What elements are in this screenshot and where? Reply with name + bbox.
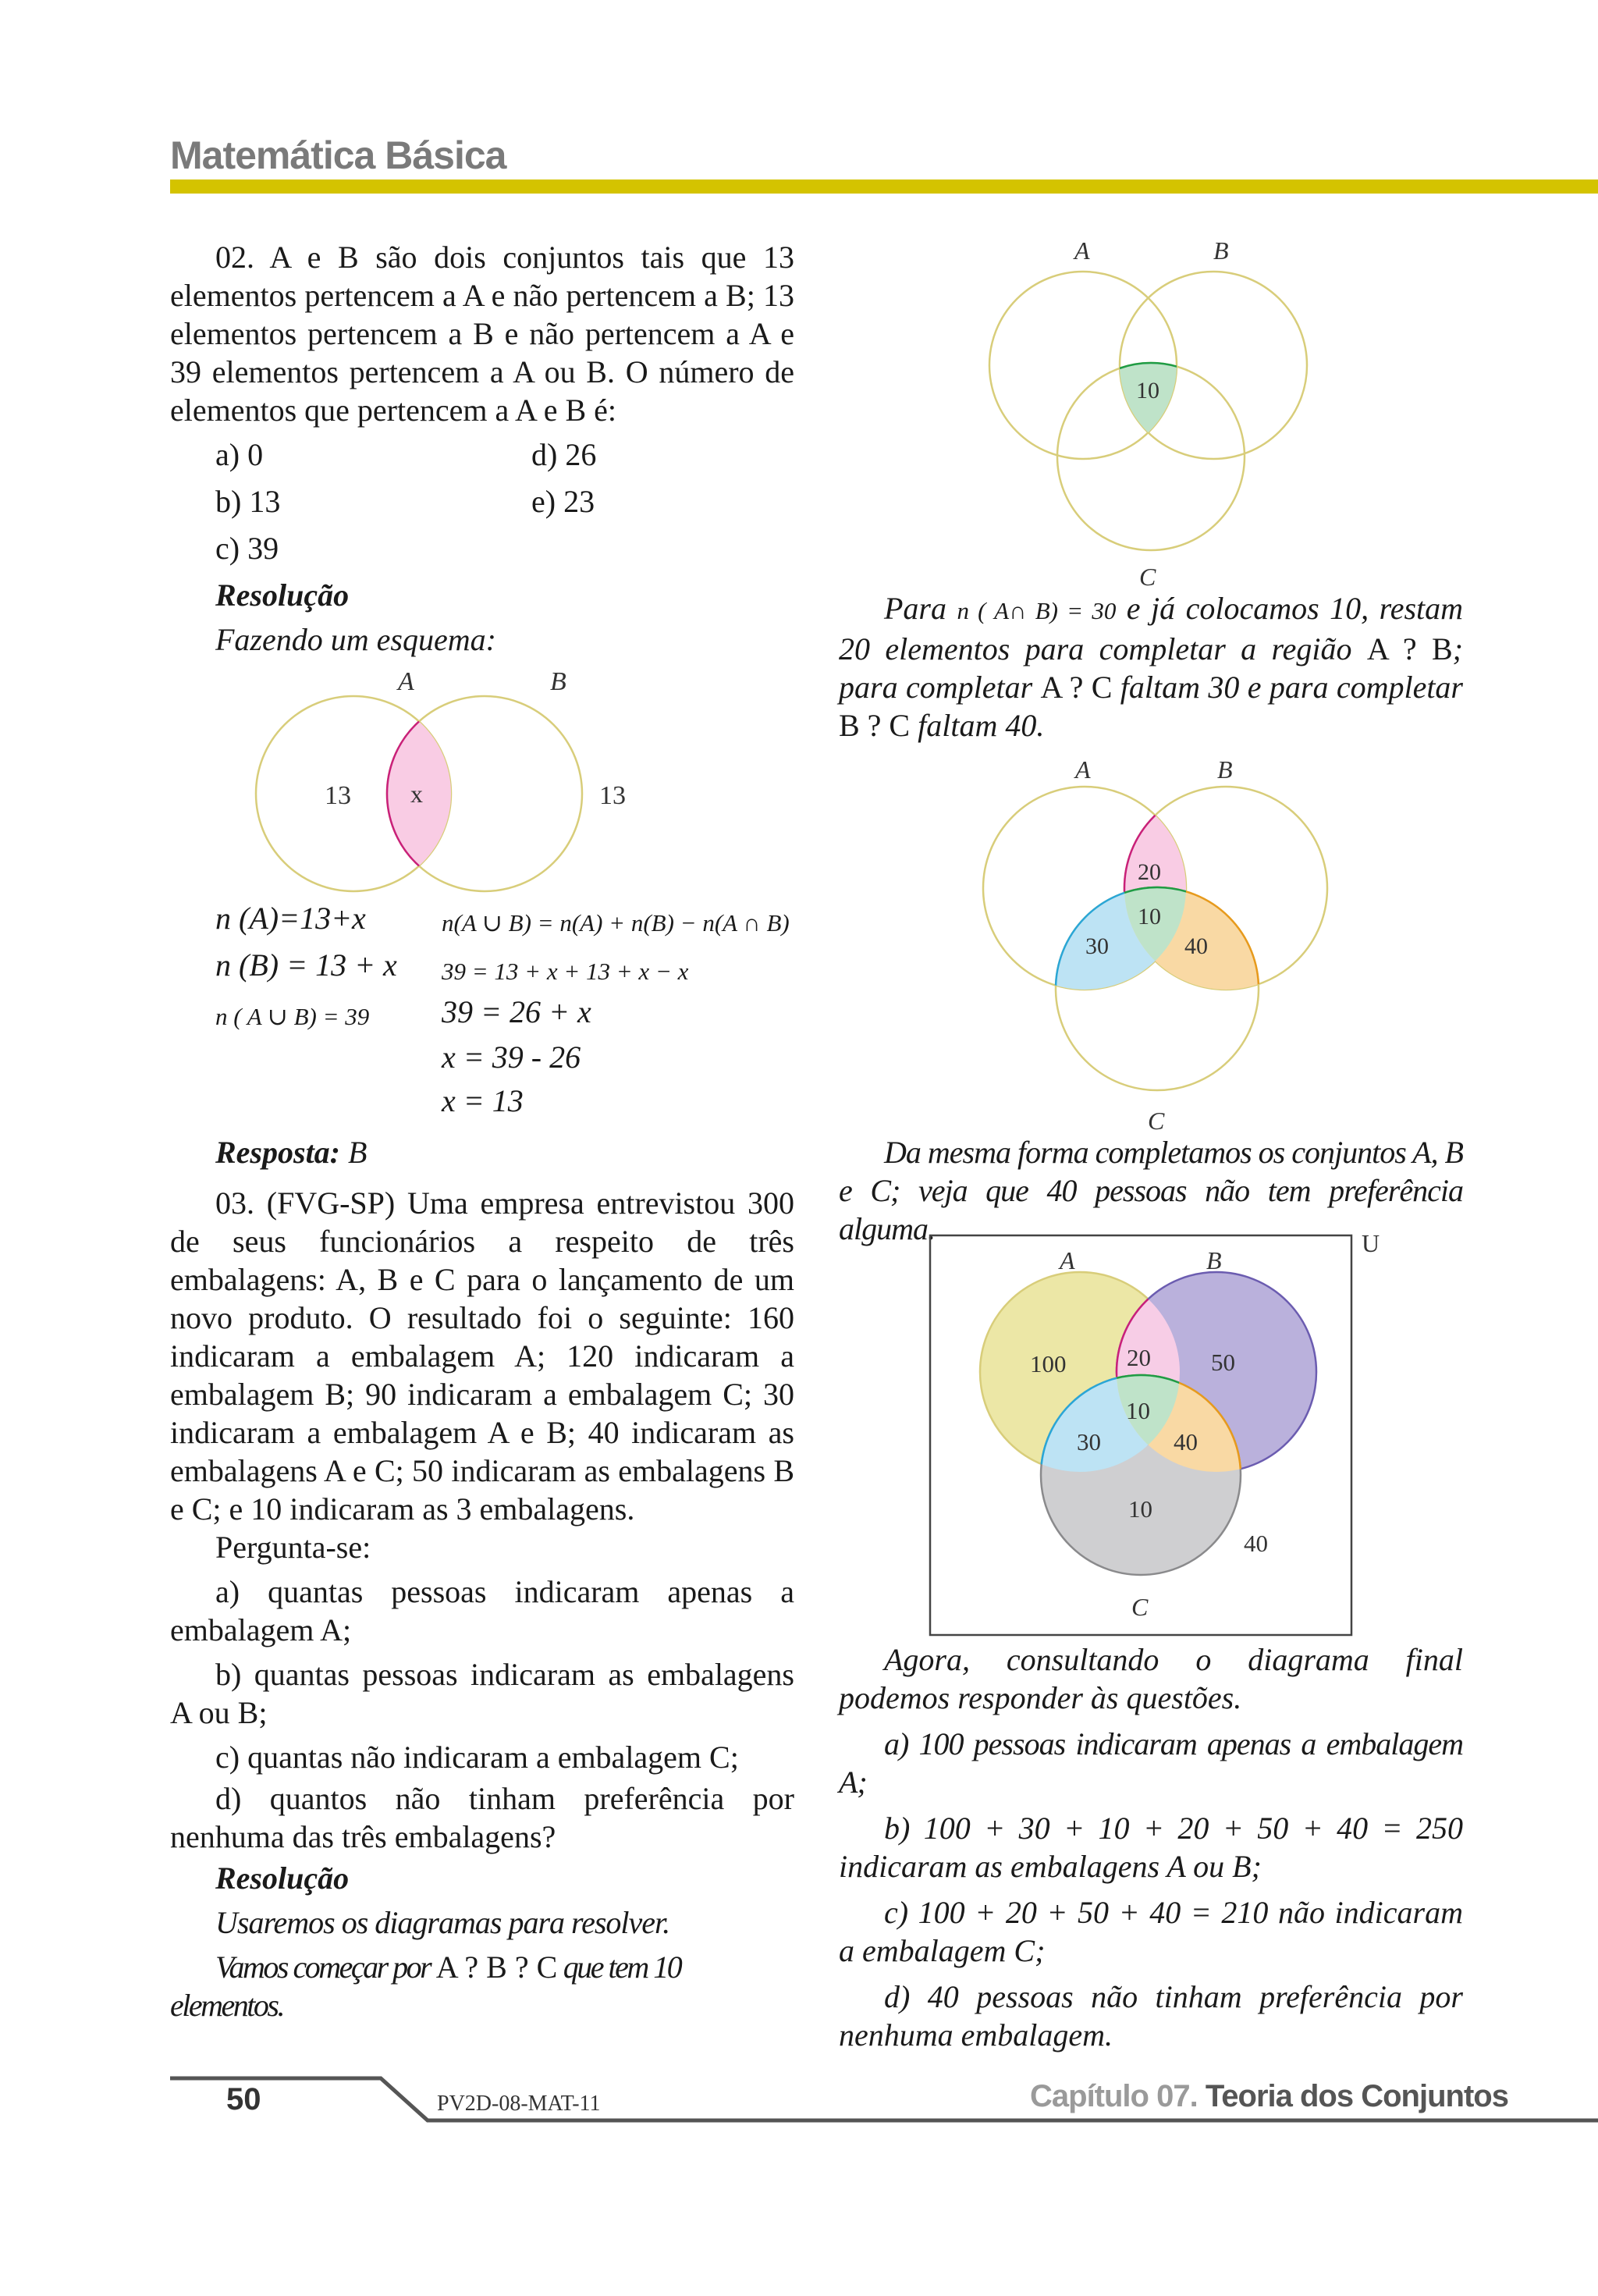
header-bar (170, 179, 1598, 194)
venn-two-sets (170, 665, 794, 899)
venn2-center-value: 10 (1138, 904, 1161, 929)
venn-middle-x: x (410, 780, 423, 808)
venn2-label-a: A (1075, 755, 1091, 784)
paragraph-1: Para n ( A∩ B) = 30 e já colocamos 10, restam 20 elementos para completar a região A ? B; para completar A ? C faltam 30 e para completar B ? C faltam 40. (839, 591, 1464, 743)
option-b: b) 13 (215, 484, 281, 519)
venn3-bc-value: 40 (1174, 1428, 1198, 1455)
venn-label-a: A (398, 667, 414, 696)
venn1-label-c: C (1139, 563, 1156, 591)
equations-block (170, 899, 794, 1133)
resolution-label-03: Resolução (215, 1861, 350, 1896)
venn1-center-value: 10 (1136, 378, 1159, 403)
question-03-item-b: b) quantas pessoas indicaram as embalagens A ou B; (170, 1657, 794, 1730)
eq-right-5: x = 13 (442, 1083, 524, 1118)
start-line: Vamos começar por A ? B ? C que tem 10 elementos. (170, 1949, 681, 2023)
answer-b: b) 100 + 30 + 10 + 20 + 50 + 40 = 250 indicaram as embalagens A ou B; (839, 1811, 1463, 1884)
venn3-only-b: 50 (1211, 1349, 1235, 1376)
venn3-ac-value: 30 (1077, 1428, 1101, 1455)
answer-d: d) 40 pessoas não tinham preferência por nenhuma embalagem. (839, 1979, 1463, 2053)
venn2-label-c: C (1148, 1107, 1165, 1135)
venn2-bc-value: 40 (1184, 933, 1208, 959)
question-03-item-d: d) quantos não tinham preferência por nenhuma das três embalagens? (170, 1781, 794, 1854)
eq-right-2: 39 = 13 + x + 13 + x − x (442, 958, 689, 985)
option-e: e) 23 (531, 484, 595, 519)
resolution-label-02: Resolução (215, 578, 350, 613)
venn1-label-a: A (1074, 236, 1090, 265)
venn2-ac-value: 30 (1085, 933, 1109, 959)
venn3-label-b: B (1206, 1246, 1222, 1274)
venn-only-b: 13 (599, 781, 626, 810)
eq-left-3: n ( A ∪ B) = 39 (215, 1003, 370, 1030)
option-d: d) 26 (531, 437, 597, 472)
footer-chapter: Capítulo 07. Teoria dos Conjuntos (1030, 2079, 1508, 2113)
footer-code: PV2D-08-MAT-11 (437, 2092, 601, 2116)
venn-label-b: B (550, 667, 566, 696)
options-row-1 (170, 435, 794, 482)
venn3-label-a: A (1060, 1246, 1075, 1274)
venn-only-a: 13 (325, 781, 351, 810)
venn2-label-b: B (1217, 755, 1233, 784)
answer-c: c) 100 + 20 + 50 + 40 = 210 não indicaram a embalagem C; (839, 1895, 1463, 1968)
use-diagrams: Usaremos os diagramas para resolver. (215, 1905, 670, 1940)
option-a: a) 0 (215, 437, 264, 472)
venn3-label-u: U (1362, 1229, 1380, 1257)
answer-02: Resposta: B (215, 1135, 368, 1170)
venn3-only-c: 10 (1128, 1495, 1152, 1523)
left-column (170, 238, 794, 2024)
question-03-item-c: c) quantas não indicaram a embalagem C; (215, 1740, 739, 1775)
venn3-ab-value: 20 (1127, 1344, 1151, 1371)
venn3-outside-value: 40 (1244, 1530, 1268, 1557)
eq-left-2: n (B) = 13 + x (215, 947, 397, 983)
answers-block (839, 1640, 1463, 2054)
venn-three-sets-initial (979, 234, 1338, 593)
eq-left-1: n (A)=13+x (215, 901, 366, 936)
venn-three-sets-final (921, 1225, 1404, 1647)
venn-three-sets-partial (971, 753, 1346, 1136)
venn3-label-c: C (1131, 1593, 1149, 1621)
eq-right-1: n(A ∪ B) = n(A) + n(B) − n(A ∩ B) (442, 909, 790, 937)
venn2-ab-value: 20 (1138, 859, 1161, 885)
eq-right-3: 39 = 26 + x (442, 994, 591, 1029)
options-row-3 (170, 529, 794, 576)
scheme-label: Fazendo um esquema: (215, 622, 496, 657)
paragraph-2: Da mesma forma completamos os conjuntos A, B e C; veja que 40 pessoas não tem preferência alguma. (839, 1135, 1463, 1246)
question-03-item-a: a) quantas pessoas indicaram apenas a embalagem A; (170, 1574, 794, 1647)
page-header-title: Matemática Básica (170, 133, 506, 177)
option-c: c) 39 (215, 531, 279, 566)
eq-right-4: x = 39 - 26 (442, 1040, 581, 1075)
paragraph-3: Agora, consultando o diagrama final podemos responder às questões. (839, 1642, 1463, 1715)
answer-a: a) 100 pessoas indicaram apenas a embalagem A; (839, 1726, 1463, 1800)
options-row-2 (170, 482, 794, 529)
page-number: 50 (226, 2082, 261, 2117)
venn3-center-value: 10 (1126, 1397, 1150, 1424)
venn1-label-b: B (1213, 236, 1229, 265)
question-02-text: 02. A e B são dois conjuntos tais que 13 elementos pertencem a A e não pertencem a B; 13 elementos pertencem a B e não pertencem a A e 39 elementos pertencem a A ou B. O número de elementos que pertencem a A e B é: (170, 240, 794, 428)
question-03-ask: Pergunta-se: (215, 1530, 371, 1565)
venn3-only-a: 100 (1030, 1350, 1067, 1377)
question-03-text: 03. (FVG-SP) Uma empresa entrevistou 300 de seus funcionários a respeito de três embalagens: A, B e C para o lançamento de um novo produto. O resultado foi o seguinte: 160 indicaram a embalagem A; 120 indicaram a embalagem B; 90 indicaram a embalagem C; 30 indicaram a embalagem A e B; 40 indicaram as embalagens A e C; 50 indicaram as embalagens B e C; e 10 indicaram as 3 embalagens. (170, 1185, 794, 1527)
